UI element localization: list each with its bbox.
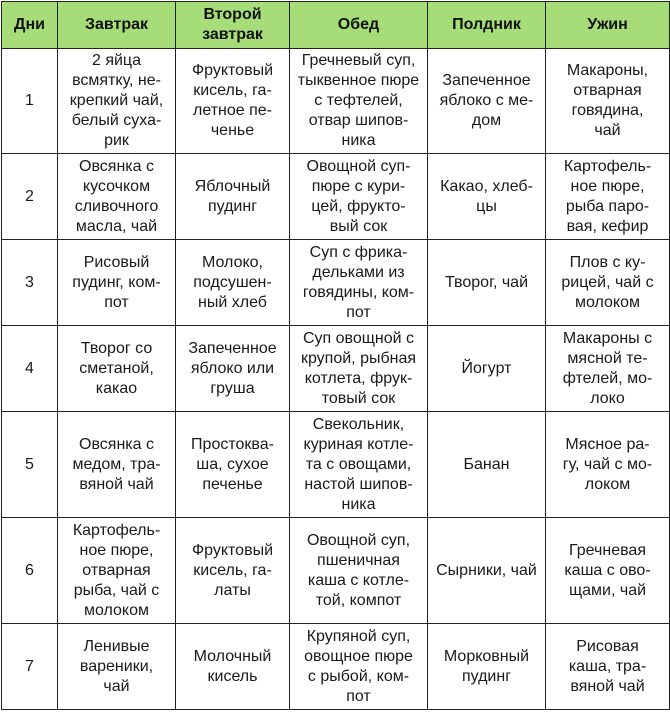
- day-cell: 7: [2, 624, 58, 710]
- day-cell: 4: [2, 326, 58, 412]
- table-row: [2, 154, 670, 240]
- second-breakfast-cell: Яблочный пудинг: [176, 154, 290, 240]
- breakfast-cell: Творог со сметаной, какао: [58, 326, 176, 412]
- day-cell: 5: [2, 412, 58, 518]
- breakfast-cell: Ленивые вареники, чай: [58, 624, 176, 710]
- snack-cell: Запеченное яблоко с ме- дом: [428, 49, 546, 154]
- breakfast-cell: Овсянка с кусочком сливочного масла, чай: [58, 154, 176, 240]
- lunch-cell: Суп с фрика- дельками из говядины, ком- пот: [290, 240, 428, 326]
- dinner-cell: Макароны, отварная говядина, чай: [546, 49, 670, 154]
- table-row: [2, 624, 670, 710]
- breakfast-cell: 2 яйца всмятку, не- крепкий чай, белый суха- рик: [58, 49, 176, 154]
- dinner-cell: Макароны с мясной те- фтелей, мо- локо: [546, 326, 670, 412]
- lunch-cell: Суп овощной с крупой, рыбная котлета, фрук- товый сок: [290, 326, 428, 412]
- snack-cell: Морковный пудинг: [428, 624, 546, 710]
- second-breakfast-cell: Фруктовый кисель, га- летное пе- ченье: [176, 49, 290, 154]
- second-breakfast-cell: Запеченное яблоко или груша: [176, 326, 290, 412]
- snack-cell: Какао, хлеб- цы: [428, 154, 546, 240]
- header-days: Дни: [2, 2, 58, 49]
- lunch-cell: Овощной суп- пюре с кури- цей, фрукто- вый сок: [290, 154, 428, 240]
- dinner-cell: Рисовая каша, тра- вяной чай: [546, 624, 670, 710]
- dinner-cell: Плов с ку- рицей, чай с молоком: [546, 240, 670, 326]
- second-breakfast-cell: Молоко, подсушен- ный хлеб: [176, 240, 290, 326]
- table-row: [2, 240, 670, 326]
- header-second-breakfast: Второй завтрак: [176, 2, 290, 49]
- table-row: [2, 326, 670, 412]
- snack-cell: Творог, чай: [428, 240, 546, 326]
- snack-cell: Банан: [428, 412, 546, 518]
- day-cell: 1: [2, 49, 58, 154]
- dinner-cell: Гречневая каша с ово- щами, чай: [546, 518, 670, 624]
- header-dinner: Ужин: [546, 2, 670, 49]
- lunch-cell: Свекольник, куриная котле- та с овощами, настой шипов- ника: [290, 412, 428, 518]
- table-row: [2, 49, 670, 154]
- header-row: [2, 2, 670, 49]
- header-lunch: Обед: [290, 2, 428, 49]
- day-cell: 2: [2, 154, 58, 240]
- snack-cell: Сырники, чай: [428, 518, 546, 624]
- breakfast-cell: Овсянка с медом, тра- вяной чай: [58, 412, 176, 518]
- table-row: [2, 518, 670, 624]
- breakfast-cell: Рисовый пудинг, ком- пот: [58, 240, 176, 326]
- table-row: [2, 412, 670, 518]
- second-breakfast-cell: Простоква- ша, сухое печенье: [176, 412, 290, 518]
- snack-cell: Йогурт: [428, 326, 546, 412]
- lunch-cell: Овощной суп, пшеничная каша с котле- той, компот: [290, 518, 428, 624]
- second-breakfast-cell: Молочный кисель: [176, 624, 290, 710]
- header-breakfast: Завтрак: [58, 2, 176, 49]
- meal-plan-table: [1, 1, 670, 710]
- header-snack: Полдник: [428, 2, 546, 49]
- breakfast-cell: Картофель- ное пюре, отварная рыба, чай с молоком: [58, 518, 176, 624]
- dinner-cell: Картофель- ное пюре, рыба паро- вая, кефир: [546, 154, 670, 240]
- day-cell: 6: [2, 518, 58, 624]
- dinner-cell: Мясное ра- гу, чай с мо- локом: [546, 412, 670, 518]
- second-breakfast-cell: Фруктовый кисель, га- латы: [176, 518, 290, 624]
- lunch-cell: Гречневый суп, тыквенное пюре с тефтелей, отвар шипов- ника: [290, 49, 428, 154]
- lunch-cell: Крупяной суп, овощное пюре с рыбой, ком- пот: [290, 624, 428, 710]
- day-cell: 3: [2, 240, 58, 326]
